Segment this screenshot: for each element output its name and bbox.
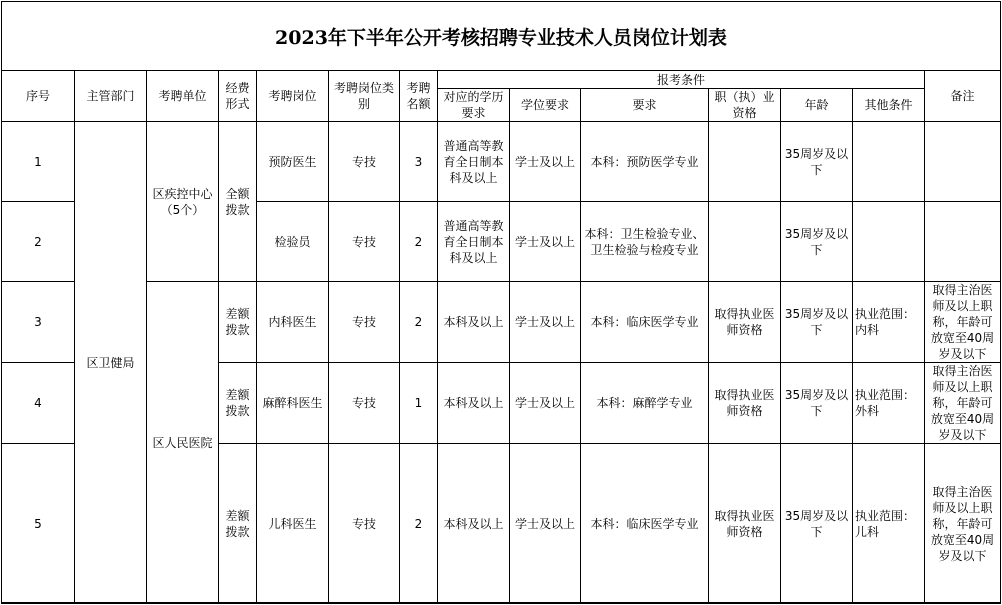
cell-major: 本科：临床医学专业 (581, 282, 709, 363)
header-other: 其他条件 (853, 89, 925, 122)
header-remarks: 备注 (925, 71, 1001, 122)
cell-category: 专技 (329, 122, 400, 202)
cell-education: 本科及以上 (438, 282, 510, 363)
cell-count: 1 (400, 363, 438, 444)
cell-count: 2 (400, 282, 438, 363)
cell-degree: 学士及以上 (510, 282, 581, 363)
cell-age: 35周岁及以下 (781, 202, 853, 282)
cell-count: 2 (400, 444, 438, 604)
cell-remarks: 取得主治医师及以上职称，年龄可放宽至40周岁及以下 (925, 282, 1001, 363)
cell-seq: 3 (2, 282, 75, 363)
header-category: 考聘岗位类别 (329, 71, 400, 122)
cell-education: 本科及以上 (438, 444, 510, 604)
cell-count: 2 (400, 202, 438, 282)
cell-other: 执业范围：儿科 (853, 444, 925, 604)
cell-unit: 区疾控中心（5个） (147, 122, 219, 282)
cell-funding: 差额拨款 (219, 363, 257, 444)
cell-degree: 学士及以上 (510, 444, 581, 604)
cell-seq: 5 (2, 444, 75, 604)
cell-post: 预防医生 (257, 122, 329, 202)
cell-category: 专技 (329, 444, 400, 604)
cell-major: 本科：麻醉学专业 (581, 363, 709, 444)
cell-major: 本科：卫生检验专业、卫生检验与检疫专业 (581, 202, 709, 282)
cell-age: 35周岁及以下 (781, 282, 853, 363)
cell-major: 本科：临床医学专业 (581, 444, 709, 604)
cell-remarks (925, 202, 1001, 282)
cell-education: 本科及以上 (438, 363, 510, 444)
cell-age: 35周岁及以下 (781, 363, 853, 444)
cell-qualification: 取得执业医师资格 (709, 282, 781, 363)
cell-category: 专技 (329, 363, 400, 444)
cell-category: 专技 (329, 282, 400, 363)
cell-other: 执业范围：外科 (853, 363, 925, 444)
cell-degree: 学士及以上 (510, 122, 581, 202)
cell-seq: 2 (2, 202, 75, 282)
cell-qualification: 取得执业医师资格 (709, 363, 781, 444)
cell-unit: 区人民医院 (147, 282, 219, 604)
cell-seq: 1 (2, 122, 75, 202)
table-row (2, 282, 1001, 363)
cell-qualification: 取得执业医师资格 (709, 444, 781, 604)
cell-other (853, 122, 925, 202)
header-seq: 序号 (2, 71, 75, 122)
cell-degree: 学士及以上 (510, 202, 581, 282)
cell-category: 专技 (329, 202, 400, 282)
cell-qualification (709, 122, 781, 202)
cell-other (853, 202, 925, 282)
cell-education: 普通高等教育全日制本科及以上 (438, 202, 510, 282)
page-title: 2023年下半年公开考核招聘专业技术人员岗位计划表 (2, 2, 1000, 71)
cell-post: 检验员 (257, 202, 329, 282)
cell-funding: 差额拨款 (219, 282, 257, 363)
cell-post: 儿科医生 (257, 444, 329, 604)
cell-funding: 差额拨款 (219, 444, 257, 604)
header-degree: 学位要求 (510, 89, 581, 122)
header-qualification: 职（执）业资格 (709, 89, 781, 122)
cell-count: 3 (400, 122, 438, 202)
cell-post: 内科医生 (257, 282, 329, 363)
cell-seq: 4 (2, 363, 75, 444)
cell-degree: 学士及以上 (510, 363, 581, 444)
cell-dept: 区卫健局 (75, 122, 147, 604)
cell-post: 麻醉科医生 (257, 363, 329, 444)
header-funding: 经费形式 (219, 71, 257, 122)
cell-education: 普通高等教育全日制本科及以上 (438, 122, 510, 202)
header-major: 要求 (581, 89, 709, 122)
header-education: 对应的学历要求 (438, 89, 510, 122)
cell-remarks: 取得主治医师及以上职称，年龄可放宽至40周岁及以下 (925, 363, 1001, 444)
header-count: 考聘名额 (400, 71, 438, 122)
header-unit: 考聘单位 (147, 71, 219, 122)
header-dept: 主管部门 (75, 71, 147, 122)
cell-age: 35周岁及以下 (781, 444, 853, 604)
header-row-1 (2, 71, 1001, 89)
header-post: 考聘岗位 (257, 71, 329, 122)
table-row (2, 122, 1001, 202)
header-age: 年龄 (781, 89, 853, 122)
cell-age: 35周岁及以下 (781, 122, 853, 202)
cell-qualification (709, 202, 781, 282)
cell-other: 执业范围：内科 (853, 282, 925, 363)
cell-major: 本科：预防医学专业 (581, 122, 709, 202)
recruitment-plan-sheet (1, 1, 1001, 603)
cell-funding: 全额拨款 (219, 122, 257, 282)
cell-remarks: 取得主治医师及以上职称，年龄可放宽至40周岁及以下 (925, 444, 1001, 604)
recruitment-table (1, 70, 1001, 604)
header-conditions: 报考条件 (438, 71, 925, 89)
cell-remarks (925, 122, 1001, 202)
